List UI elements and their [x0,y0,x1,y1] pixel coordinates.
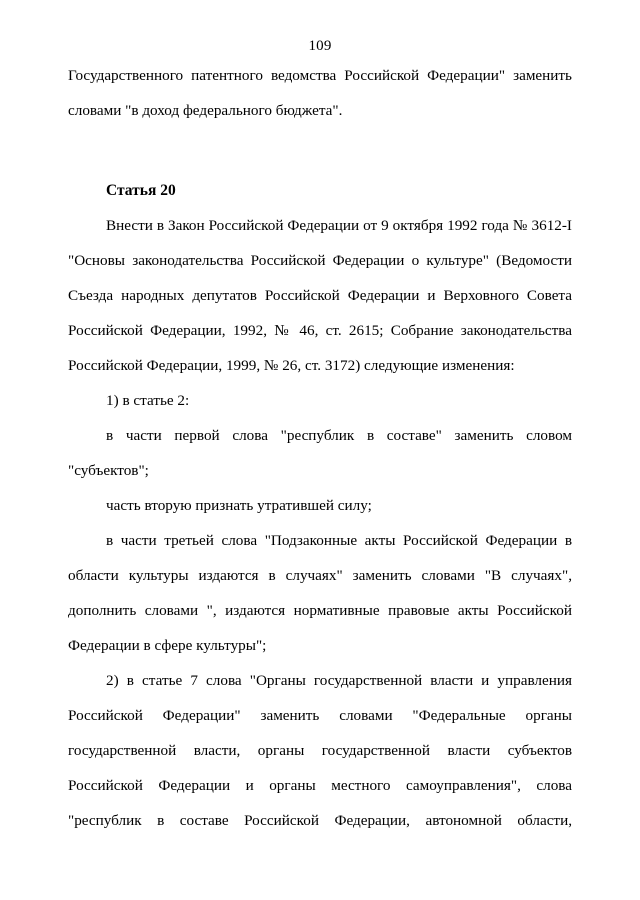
text-line: области культуры издаются в случаях" заменить словами "В случаях", [68,567,572,584]
text-line: Российской Федерации" заменить словами "Федеральные органы [68,707,572,724]
text-line: Внести в Закон Российской Федерации от 9 октября 1992 года № 3612-I [106,217,572,234]
text-line: Съезда народных депутатов Российской Федерации и Верховного Совета [68,287,572,304]
text-line: Российской Федерации, 1992, № 46, ст. 2615; Собрание законодательства [68,322,572,339]
text-line: в части первой слова "республик в составе" заменить словом [106,427,572,444]
document-body [68,58,572,838]
page-number: 109 [308,38,332,54]
text-line: дополнить словами ", издаются нормативные правовые акты Российской [68,602,572,619]
text-line: 1) в статье 2: [106,392,190,409]
text-line: словами "в доход федерального бюджета". [68,102,343,119]
article-heading: Статья 20 [106,182,176,199]
text-line: 2) в статье 7 слова "Органы государственной власти и управления [106,672,572,689]
text-line: "субъектов"; [68,462,149,479]
text-line: "Основы законодательства Российской Федерации о культуре" (Ведомости [68,252,572,269]
text-line: Российской Федерации, 1999, № 26, ст. 3172) следующие изменения: [68,357,515,374]
text-line: государственной власти, органы государственной власти субъектов [68,742,572,759]
text-line: в части третьей слова "Подзаконные акты Российской Федерации в [106,532,572,549]
text-line: Государственного патентного ведомства Российской Федерации" заменить [68,67,572,84]
text-line: часть вторую признать утратившей силу; [106,497,372,514]
text-line: "республик в составе Российской Федерации, автономной области, [68,812,572,829]
spacer [68,128,572,164]
text-line: Федерации в сфере культуры"; [68,637,267,654]
text-line: Российской Федерации и органы местного самоуправления", слова [68,777,572,794]
